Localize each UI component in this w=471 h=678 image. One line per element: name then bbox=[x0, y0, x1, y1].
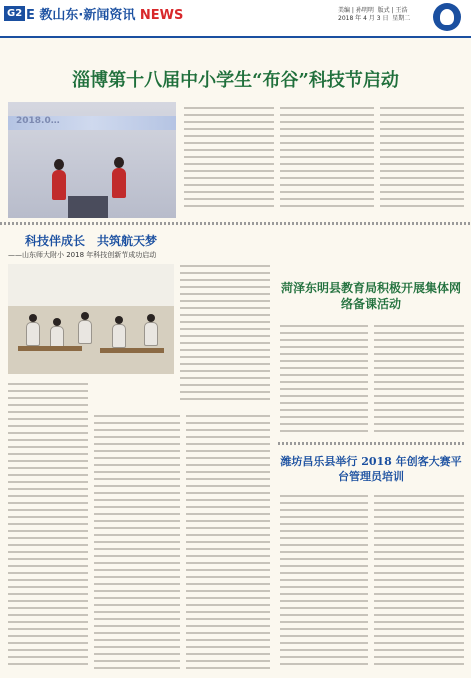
headline-3: 菏泽东明县教育局积极开展集体网络备课活动 bbox=[280, 281, 461, 311]
article-3-text bbox=[280, 324, 368, 434]
divider bbox=[0, 222, 471, 225]
article-2-text bbox=[180, 264, 270, 404]
page-header bbox=[0, 0, 471, 38]
article-4-text bbox=[280, 494, 368, 670]
article-1-text bbox=[380, 106, 464, 212]
photo-launch-ceremony bbox=[8, 102, 176, 218]
headline-2: 科技伴成长 共筑航天梦 bbox=[24, 234, 157, 248]
article-1-text bbox=[280, 106, 374, 212]
subheadline-2: ——山东师大附小 2018 年科技创新节成功启动 bbox=[8, 251, 157, 259]
article-2-text bbox=[186, 414, 270, 670]
editor-info: 美编 | 孙明明 版式 | 王浩 2018 年 4 月 3 日 星期二 bbox=[338, 7, 411, 22]
photo-banner: 2018.0… bbox=[8, 116, 176, 130]
article-1-text bbox=[184, 106, 274, 212]
logo-icon bbox=[433, 3, 461, 31]
article-3-text bbox=[374, 324, 464, 434]
divider bbox=[278, 442, 465, 445]
headline-1: 淄博第十八届中小学生“布谷”科技节启动 bbox=[72, 70, 399, 91]
article-4-text bbox=[374, 494, 464, 670]
page-number-tag: G2 bbox=[4, 6, 25, 21]
headline-4: 潍坊昌乐县举行 2018 年创客大赛平台管理员培训 bbox=[280, 455, 462, 483]
photo-classroom bbox=[8, 264, 174, 374]
article-2-text bbox=[94, 414, 180, 670]
brand-title: E 教山东·新闻资讯 NEWS bbox=[26, 8, 184, 23]
article-2-text bbox=[8, 382, 88, 670]
